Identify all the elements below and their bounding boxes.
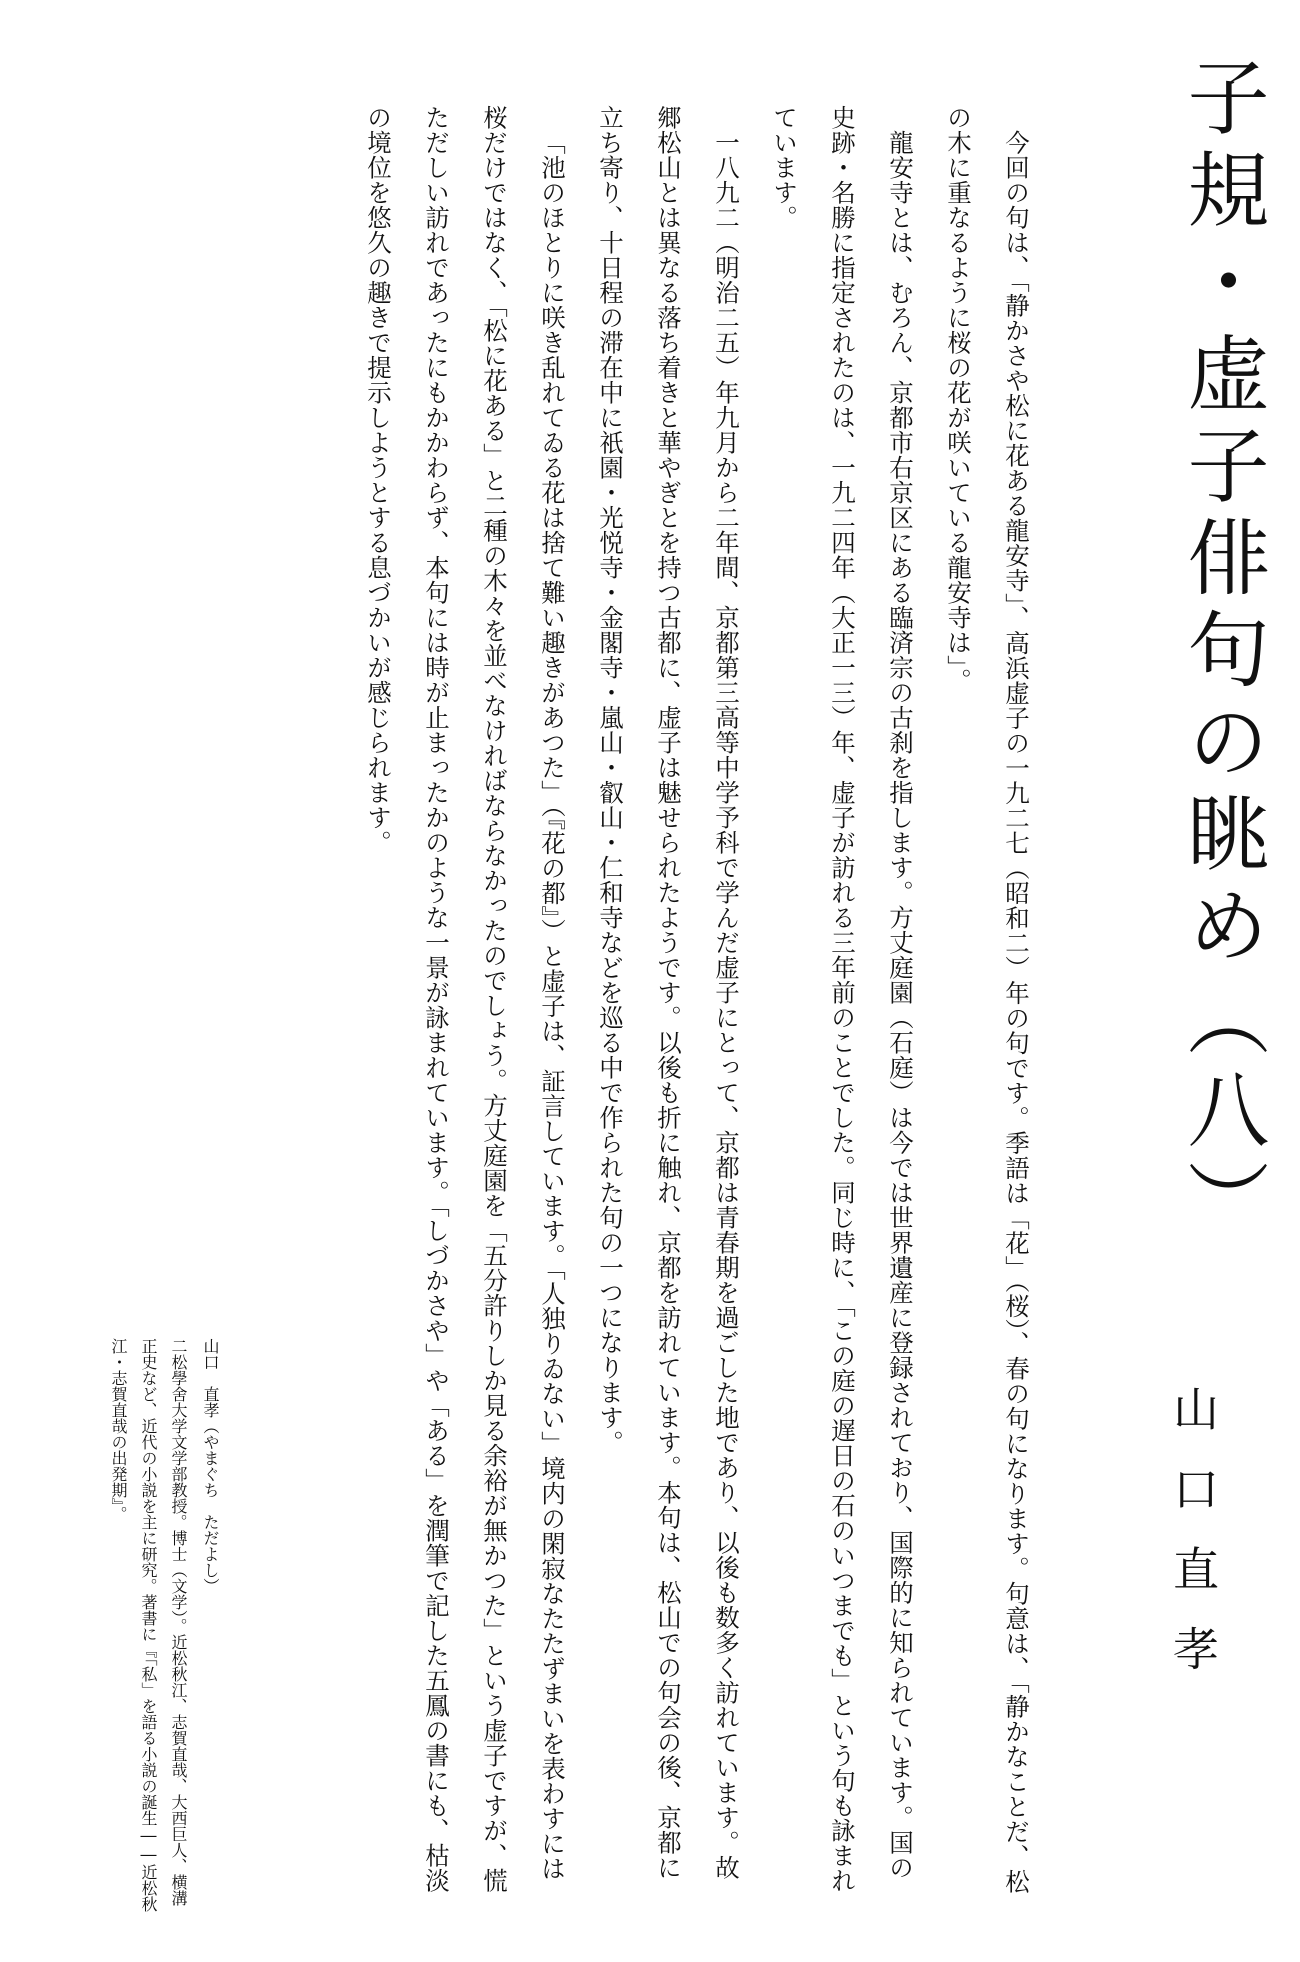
body-paragraph: 今回の句は、「静かさや松に花ある龍安寺」、高浜虚子の一九二七（昭和二）年の句です。季語は「花」（桜）、春の句になります。句意は、「静かなことだ、松の木に重なるように桜の花が咲いている龍安寺は」。	[944, 105, 1031, 1894]
article-body	[349, 105, 1045, 1895]
body-paragraph: 龍安寺とは、むろん、京都市右京区にある臨済宗の古刹を指します。方丈庭園（石庭）は今では世界遺産に登録されており、国際的に知られています。国の史跡・名勝に指定されたのは、一九二四年（大正一三）年、虚子が訪れる三年前のことでした。同じ時に、「この庭の遅日の石のいつまでも」という句も詠まれています。	[770, 105, 915, 1893]
article-title: 子規・虚子俳句の眺め（八）	[1174, 55, 1269, 1251]
author-bio	[103, 1338, 225, 1918]
bio-name: 山口 直孝（やまぐち ただよし）	[201, 1338, 220, 1594]
bio-text: 二松學舍大学文学部教授。博士（文学）。近松秋江、志賀直哉、大西巨人、横溝正史など、近代の小説を主に研究。著書に『「私」を語る小説の誕生――近松秋江・志賀直哉の出発期』。	[109, 1338, 188, 1912]
body-paragraph: 一八九二（明治二五）年九月から二年間、京都第三高等中学予科で学んだ虚子にとって、京都は青春期を過ごした地であり、以後も数多く訪れています。故郷松山とは異なる落ち着きと華やぎとを持つ古都に、虚子は魅せられたようです。以後も折に触れ、京都を訪れています。本句は、松山での句会の後、京都に立ち寄り、十日程の滞在中に祇園・光悦寺・金閣寺・嵐山・叡山・仁和寺などを巡る中で作られた句の一つになります。	[596, 105, 741, 1880]
author-name: 山口直孝	[1166, 1385, 1220, 1705]
body-paragraph: 「池のほとりに咲き乱れてゐる花は捨て難い趣きがあつた」（『花の都』）と虚子は、証言しています。「人独りゐない」境内の閑寂なたたずまいを表わすには桜だけではなく、「松に花ある」と二種の木々を並べなければならなかったのでしょう。方丈庭園を「五分許りしか見る余裕が無かつた」という虚子ですが、慌ただしい訪れであったにもかかわらず、本句には時が止まったかのような一景が詠まれています。「しづかさや」や「ある」を潤筆で記した五鳳の書にも、枯淡の境位を悠久の趣きで提示しようとする息づかいが感じられます。	[364, 105, 567, 1893]
